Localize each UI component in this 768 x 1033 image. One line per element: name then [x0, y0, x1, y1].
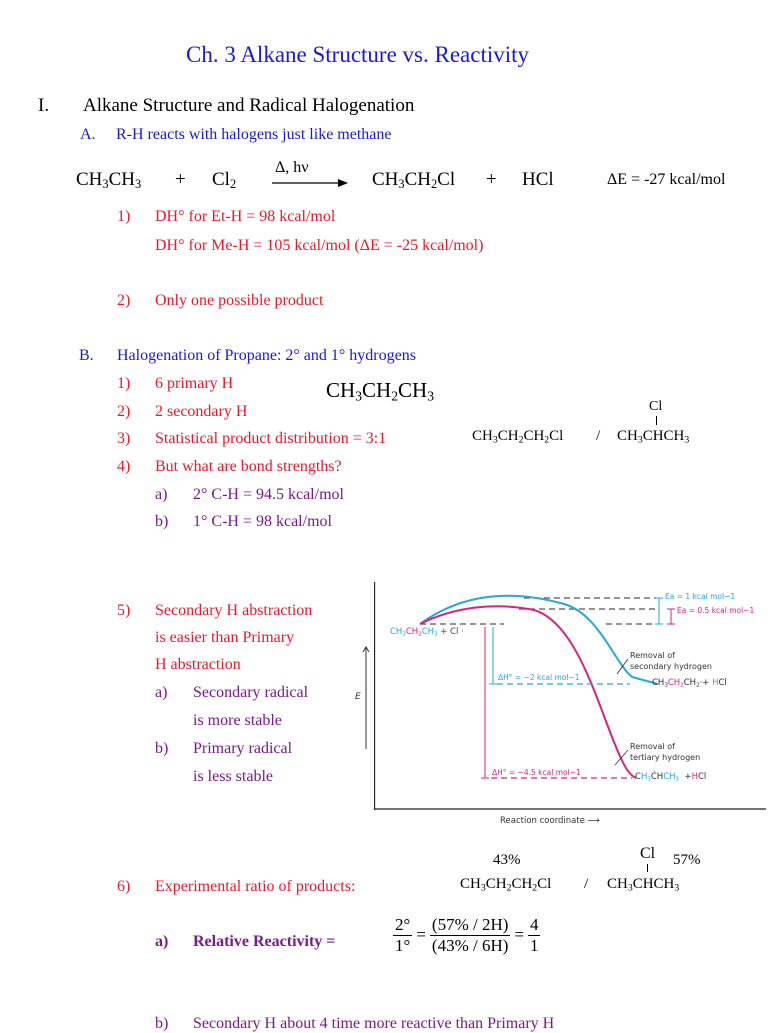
list-item-continuation: DH° for Me-H = 105 kcal/mol (ΔE = -25 kcal/mol) [155, 237, 484, 254]
product-separator: / [596, 428, 601, 444]
product-primary-radical-label: $CH_3CH_2CH_2\cdot+$ HCl [652, 678, 727, 689]
ea-secondary-label: Ea = 1 kcal mol−1 [665, 592, 736, 601]
propane-formula: $CH_3CH_2CH_3$ [326, 378, 435, 404]
list-item: 2) 2 secondary H [117, 403, 248, 420]
section-heading-text: Alkane Structure and Radical Halogenation [83, 95, 415, 116]
delta-h-tertiary-label: ΔH° = −4.5 kcal mol−1 [492, 768, 581, 777]
product-hcl: HCl [522, 169, 554, 190]
fraction-percent: $\frac{(57\% / 2H)}{(43\% / 6H)}$ [431, 915, 509, 955]
section-letter: A. [80, 126, 96, 143]
list-subitem-continuation: is less stable [193, 768, 273, 785]
primary-percent: 43% [493, 852, 521, 868]
section-b-heading: B. Halogenation of Propane: 2° and 1° hydrogens [79, 347, 416, 364]
plus-sign: + [175, 169, 186, 190]
secondary-percent: 57% [673, 852, 701, 868]
list-item: 1) 6 primary H [117, 375, 234, 392]
list-subitem: b) Secondary H about 4 time more reactive than Primary H [155, 1015, 555, 1032]
curve-secondary-label: Removal of secondary hydrogen [630, 651, 712, 671]
delta-h-secondary-label: ΔH° = −2 kcal mol−1 [498, 673, 580, 682]
list-item: 3) Statistical product distribution = 3:1 [117, 430, 387, 447]
list-subitem: a) Secondary radical [155, 684, 309, 701]
relative-reactivity-label: a) Relative Reactivity = [155, 933, 336, 950]
plus-sign: + [486, 169, 497, 190]
list-item: 6) Experimental ratio of products: [117, 878, 356, 895]
chlorine-substituent: Cl [640, 845, 656, 862]
list-subitem: b) 1° C-H = 98 kcal/mol [155, 513, 332, 530]
list-item: 5) Secondary H abstraction [117, 602, 313, 619]
reaction-conditions: Δ, hν [275, 159, 309, 176]
section-a-heading [80, 126, 391, 144]
right-arrow-icon: ⟶ [587, 816, 600, 826]
list-item: 4) But what are bond strengths? [117, 458, 342, 475]
reactant-chlorine: $Cl_2$ [212, 169, 237, 192]
product-1-chloropropane: $CH_3CH_2CH_2Cl$ [460, 876, 552, 894]
x-axis-label: Reaction coordinate ⟶ [500, 816, 600, 826]
reaction-arrow-icon [272, 178, 348, 188]
product-1-chloropropane: $CH_3CH_2CH_2Cl$ [472, 428, 564, 446]
list-subitem: b) Primary radical [155, 740, 293, 757]
relative-reactivity-equation: $\frac{2^\circ}{1^\circ}$ = $\frac{(57\% / 2H)}{(43\% / 6H)}$ = $\frac{4}{1}$ [395, 915, 539, 955]
fraction-result: $\frac{4}{1}$ [529, 915, 539, 955]
product-separator: / [584, 876, 589, 892]
fraction-degree: $\frac{2^\circ}{1^\circ}$ [395, 915, 411, 955]
list-item-continuation: is easier than Primary [155, 629, 295, 646]
energy-diagram [374, 582, 766, 826]
product-secondary-radical-label: $CH_3ĊHCH_3 +HCl$ [635, 772, 707, 783]
curve-tertiary-label: Removal of tertiary hydrogen [630, 742, 701, 762]
energy-axis-arrow-icon [360, 645, 374, 751]
ea-tertiary-label: Ea = 0.5 kcal mol−1 [677, 606, 755, 615]
delta-e-value: ΔE = -27 kcal/mol [607, 171, 726, 188]
list-item-continuation: H abstraction [155, 656, 241, 673]
diagram-reactants-label: $CH_3CH_2CH_3 + Cl$ · [390, 627, 464, 638]
chlorine-substituent: Cl [649, 399, 663, 414]
list-item: 2) Only one possible product [117, 292, 324, 309]
list-subitem-continuation: is more stable [193, 712, 282, 729]
reaction-equation [76, 169, 141, 191]
product-chloroethane: $CH_3CH_2Cl$ [372, 169, 456, 192]
product-2-chloropropane: $CH_3CHCH_3$ [617, 428, 690, 446]
product-2-chloropropane: $CH_3CHCH_3$ [607, 876, 680, 894]
page-title: Ch. 3 Alkane Structure vs. Reactivity [186, 42, 530, 67]
bond-line [656, 416, 657, 425]
list-item: 1) DH° for Et-H = 98 kcal/mol [117, 208, 336, 225]
section-numeral: I. [38, 95, 50, 116]
list-subitem: a) 2° C-H = 94.5 kcal/mol [155, 486, 344, 503]
section-heading-text: R-H reacts with halogens just like methane [116, 126, 392, 143]
bond-line [647, 864, 648, 872]
reactant-ethane: $CH_3CH_3$ [76, 169, 142, 192]
section-i-heading [38, 95, 414, 117]
energy-axis-label: E [355, 692, 361, 702]
